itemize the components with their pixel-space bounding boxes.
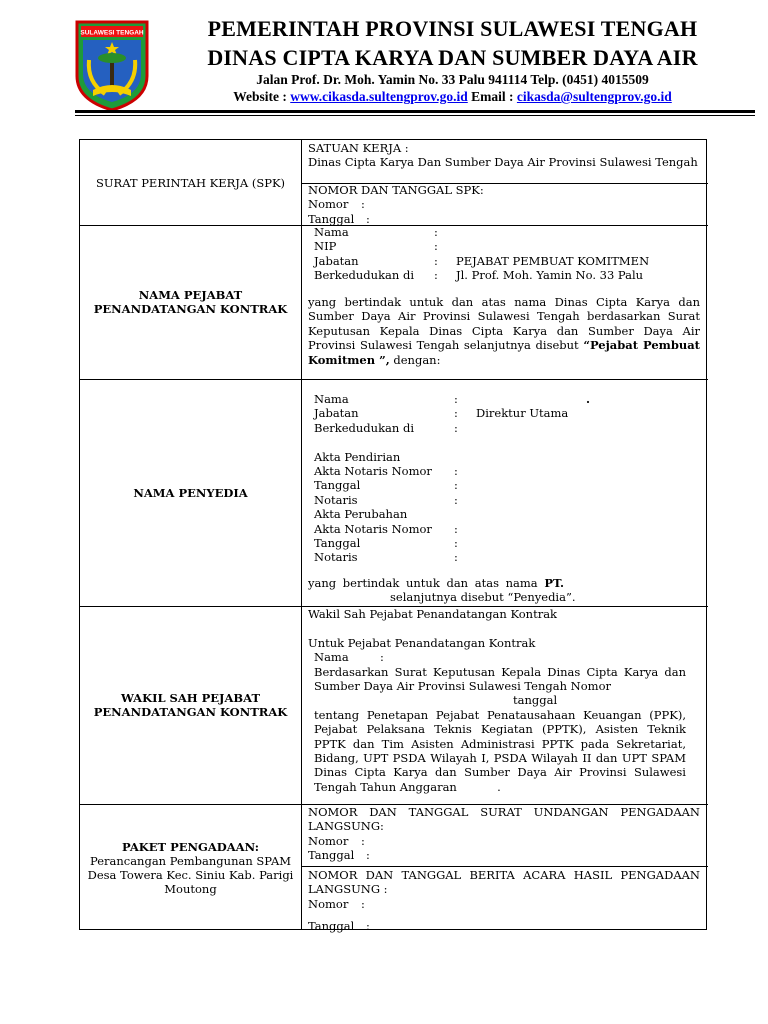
pejabat-fields: Nama : NIP : Jabatan : PEJABAT PEMBUAT KOMITMEN Berkedudukan di : Jl. Prof. Moh. Yamin No. 33 Palu <box>314 225 650 283</box>
province-logo <box>75 20 149 112</box>
logo-text: SULAWESI TENGAH <box>80 29 144 37</box>
website-label: Website : <box>233 89 287 104</box>
letterhead-rule-thick <box>75 110 755 113</box>
wakil-content: Wakil Sah Pejabat Penandatangan Kontrak Untuk Pejabat Penandatangan Kontrak Nama : Berdasarkan Surat Keputusan Kepala Dinas Cipta Karya dan Sumber Daya Air Provinsi Sulawesi Tengah Nomor tanggal tentang Penetapan Pejabat Penatausahaan Keuangan (PPK), Pejabat Pelaksana Teknis Kegiatan (PPTK), Asisten Teknik PPTK dan Tim Asisten Administrasi PPTK pada Sekretariat, Bidang, UPT PSDA Wilayah I, PSDA Wilayah II dan UPT SPAM Dinas Cipta Karya dan Sumber Daya Air Provinsi Sulawesi Tengah Tahun Anggaran . <box>308 607 686 794</box>
email-link[interactable]: cikasda@sultengprov.go.id <box>516 89 672 104</box>
nomor-tanggal-spk: NOMOR DAN TANGGAL SPK: Nomor : Tanggal : <box>308 183 484 226</box>
penyedia-paragraph: yang bertindak untuk dan atas nama PT. selanjutnya disebut “Penyedia”. <box>308 576 576 605</box>
penyedia-fields: Nama : . Jabatan : Direktur Utama Berkedudukan di : Akta Pendirian Akta Notaris Nomor : Tanggal : Notaris : Akta Perubahan Akta Notaris Nomor : Tanggal : Notaris : <box>314 392 591 565</box>
satuan-kerja: SATUAN KERJA : Dinas Cipta Karya Dan Sumber Daya Air Provinsi Sulawesi Tengah <box>308 141 698 170</box>
letterhead-line1: PEMERINTAH PROVINSI SULAWESI TENGAH <box>207 16 698 41</box>
surat-undangan: NOMOR DAN TANGGAL SURAT UNDANGAN PENGADAAN LANGSUNG: Nomor : Tanggal : <box>308 805 700 863</box>
website-link[interactable]: www.cikasda.sultengprov.go.id <box>290 89 468 104</box>
letterhead-contact <box>150 89 755 105</box>
letterhead-address: Jalan Prof. Dr. Moh. Yamin No. 33 Palu 941114 Telp. (0451) 4015509 <box>256 72 649 87</box>
letterhead-rule-thin <box>75 115 755 116</box>
pejabat-paragraph: yang bertindak untuk dan atas nama Dinas Cipta Karya dan Sumber Daya Air Provinsi Sulawesi Tengah berdasarkan Surat Keputusan Kepala Dinas Cipta Karya dan Sumber Daya Air Provinsi Sulawesi Tengah selanjutnya disebut “Pejabat Pembuat Komitmen ”, dengan: <box>308 295 700 367</box>
spk-form-table <box>79 139 707 934</box>
paket-label: PAKET PENGADAAN: Perancangan Pembangunan SPAM Desa Towera Kec. Siniu Kab. Parigi Moutong <box>87 839 294 896</box>
email-label: Email : <box>471 89 514 104</box>
spk-label: SURAT PERINTAH KERJA (SPK) <box>95 175 286 190</box>
berita-acara: NOMOR DAN TANGGAL BERITA ACARA HASIL PENGADAAN LANGSUNG : Nomor : Tanggal : <box>308 868 700 934</box>
letterhead-line2: DINAS CIPTA KARYA DAN SUMBER DAYA AIR <box>207 45 698 70</box>
wakil-label: WAKIL SAH PEJABAT PENANDATANGAN KONTRAK <box>93 691 288 719</box>
pejabat-label: NAMA PEJABAT PENANDATANGAN KONTRAK <box>93 288 288 316</box>
penyedia-label: NAMA PENYEDIA <box>133 485 248 500</box>
